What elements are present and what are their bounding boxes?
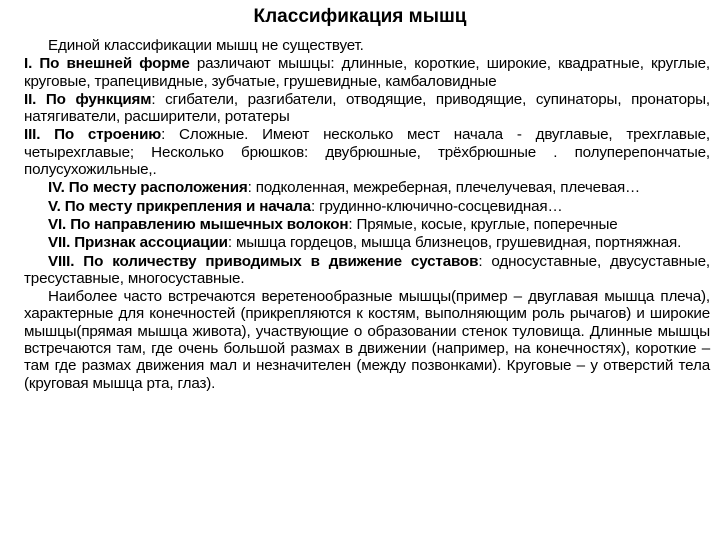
section-location — [24, 179, 710, 196]
section-text: : односуставные, двусуставные, тресуставные, многосуставные. — [24, 252, 710, 287]
section-external-form — [24, 55, 710, 90]
section-heading: I. По внешней форме — [24, 55, 190, 73]
section-text: : Прямые, косые, круглые, поперечные — [348, 215, 618, 233]
section-functions — [24, 91, 710, 126]
section-heading: III. По строению — [24, 126, 162, 144]
section-heading: V. По месту прикрепления и начала — [48, 197, 311, 215]
section-joints-count — [24, 253, 710, 288]
slide-title: Классификация мышц — [253, 6, 467, 27]
section-association — [24, 234, 710, 251]
section-attachment — [24, 198, 710, 215]
section-heading: VI. По направлению мышечных волокон — [48, 215, 349, 233]
section-text: различают мышцы: длинные, короткие, широкие, квадратные, круглые, круговые, трапецивидные, зубчатые, грушевидные, камбаловидные — [24, 55, 710, 90]
intro-paragraph: Единой классификации мышц не существует. — [48, 37, 364, 54]
section-text: : сгибатели, разгибатели, отводящие, приводящие, супинаторы, пронаторы, натягиватели, расширители, ротатеры — [24, 90, 710, 126]
slide-body — [24, 37, 710, 393]
section-heading: VIII. По количеству приводимых в движение суставов — [48, 252, 479, 270]
section-text: : подколенная, межреберная, плечелучевая, плечевая… — [247, 179, 641, 197]
section-heading: II. По функциям — [24, 90, 152, 108]
final-paragraph: Наиболее часто встречаются веретенообразные мышцы(пример – двуглавая мышца плеча), характерные для конечностей (прикрепляются к костям, выполняющим роль рычагов) и широкие мышцы(прямая мышца живота), участвующие о образовании стенок туловища. Длинные мышцы встречаются там, где очень большой размах в движении (например, на конечностях), короткие – там где размах движения мал и незначителен (между позвонками). Круговые – у отверстий тела (круговая мышца рта, глаз). — [24, 288, 710, 392]
section-text: : Сложные. Имеют несколько мест начала - двуглавые, трехглавые, четырехглавые; Несколько брюшков: двубрюшные, трёхбрюшные . полуперепончатые, полусухожильные,. — [24, 126, 710, 179]
section-heading: VII. Признак ассоциации — [48, 234, 228, 252]
section-heading: IV. По месту расположения — [48, 179, 248, 197]
section-structure — [24, 126, 710, 178]
section-text: : мышца гордецов, мышца близнецов, грушевидная, портняжная. — [227, 234, 682, 252]
section-text: : грудинно-ключично-сосцевидная… — [310, 197, 563, 215]
section-fiber-direction — [24, 216, 710, 233]
